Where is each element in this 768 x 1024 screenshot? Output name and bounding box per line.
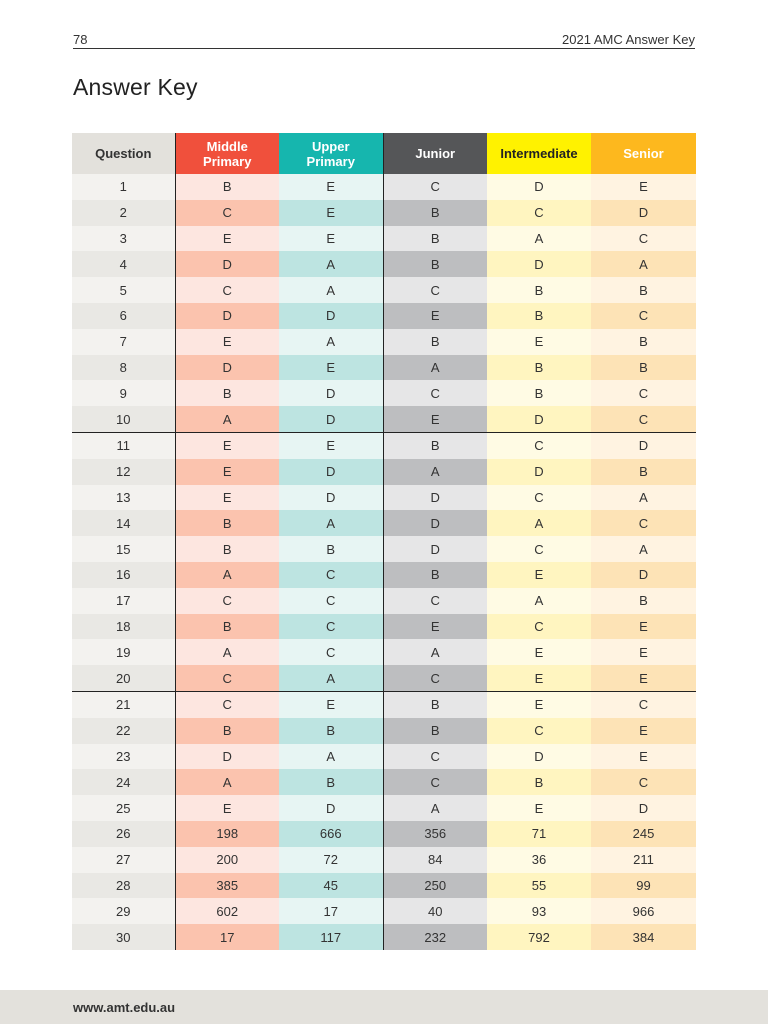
cell-middle-primary: 602 xyxy=(175,898,279,924)
cell-junior: B xyxy=(383,329,487,355)
table-row xyxy=(72,769,696,795)
cell-question: 6 xyxy=(72,303,175,329)
page-number: 78 xyxy=(73,32,88,47)
cell-middle-primary: B xyxy=(175,718,279,744)
cell-middle-primary: A xyxy=(175,406,279,432)
cell-question: 4 xyxy=(72,251,175,277)
cell-junior: E xyxy=(383,406,487,432)
column-header-intermediate: Intermediate xyxy=(487,133,591,174)
table-row xyxy=(72,251,696,277)
cell-junior: B xyxy=(383,691,487,717)
cell-middle-primary: A xyxy=(175,639,279,665)
cell-junior: C xyxy=(383,380,487,406)
cell-intermediate: D xyxy=(487,406,591,432)
cell-senior: A xyxy=(591,485,696,511)
cell-junior: C xyxy=(383,174,487,200)
column-header-junior: Junior xyxy=(383,133,487,174)
cell-middle-primary: B xyxy=(175,614,279,640)
cell-middle-primary: 200 xyxy=(175,847,279,873)
cell-senior: 99 xyxy=(591,873,696,899)
table-row xyxy=(72,459,696,485)
table-row xyxy=(72,744,696,770)
column-header-middle-primary-label: Middle Primary xyxy=(203,138,252,169)
cell-middle-primary: 198 xyxy=(175,821,279,847)
table-row xyxy=(72,873,696,899)
column-header-middle-primary xyxy=(175,133,279,174)
cell-question: 19 xyxy=(72,639,175,665)
cell-junior: D xyxy=(383,485,487,511)
cell-middle-primary: E xyxy=(175,795,279,821)
cell-middle-primary: A xyxy=(175,562,279,588)
cell-senior: A xyxy=(591,536,696,562)
column-header-upper-primary-label: Upper Primary xyxy=(306,138,355,169)
cell-senior: E xyxy=(591,665,696,691)
cell-junior: E xyxy=(383,614,487,640)
cell-senior: C xyxy=(591,226,696,252)
table-row xyxy=(72,691,696,717)
cell-junior: B xyxy=(383,718,487,744)
cell-intermediate: C xyxy=(487,485,591,511)
table-row xyxy=(72,174,696,200)
cell-middle-primary: D xyxy=(175,355,279,381)
cell-middle-primary: A xyxy=(175,769,279,795)
cell-senior: 211 xyxy=(591,847,696,873)
cell-middle-primary: C xyxy=(175,588,279,614)
footer-url: www.amt.edu.au xyxy=(73,1000,176,1015)
cell-senior: A xyxy=(591,251,696,277)
cell-question: 7 xyxy=(72,329,175,355)
page-title: Answer Key xyxy=(73,74,198,100)
cell-intermediate: B xyxy=(487,303,591,329)
cell-senior: E xyxy=(591,718,696,744)
cell-question: 13 xyxy=(72,485,175,511)
cell-middle-primary: B xyxy=(175,174,279,200)
cell-question: 28 xyxy=(72,873,175,899)
cell-senior: 245 xyxy=(591,821,696,847)
cell-middle-primary: E xyxy=(175,226,279,252)
cell-intermediate: 71 xyxy=(487,821,591,847)
cell-upper-primary: 72 xyxy=(279,847,383,873)
column-header-upper-primary xyxy=(279,133,383,174)
cell-intermediate: 93 xyxy=(487,898,591,924)
cell-intermediate: A xyxy=(487,510,591,536)
cell-question: 27 xyxy=(72,847,175,873)
cell-upper-primary: E xyxy=(279,432,383,458)
cell-upper-primary: A xyxy=(279,744,383,770)
cell-middle-primary: D xyxy=(175,251,279,277)
table-row xyxy=(72,380,696,406)
cell-upper-primary: C xyxy=(279,639,383,665)
cell-middle-primary: E xyxy=(175,329,279,355)
cell-question: 12 xyxy=(72,459,175,485)
table-row xyxy=(72,562,696,588)
table-row xyxy=(72,588,696,614)
cell-middle-primary: C xyxy=(175,200,279,226)
cell-intermediate: B xyxy=(487,355,591,381)
table-row xyxy=(72,226,696,252)
cell-question: 10 xyxy=(72,406,175,432)
cell-upper-primary: D xyxy=(279,406,383,432)
cell-upper-primary: A xyxy=(279,329,383,355)
table-header-row xyxy=(72,133,696,174)
table-row xyxy=(72,355,696,381)
cell-junior: C xyxy=(383,769,487,795)
table-row xyxy=(72,406,696,432)
cell-upper-primary: C xyxy=(279,588,383,614)
cell-upper-primary: E xyxy=(279,355,383,381)
cell-question: 2 xyxy=(72,200,175,226)
cell-intermediate: A xyxy=(487,588,591,614)
cell-senior: C xyxy=(591,691,696,717)
cell-junior: A xyxy=(383,355,487,381)
cell-middle-primary: C xyxy=(175,665,279,691)
cell-intermediate: B xyxy=(487,769,591,795)
cell-question: 11 xyxy=(72,432,175,458)
table-row xyxy=(72,821,696,847)
cell-middle-primary: B xyxy=(175,536,279,562)
cell-upper-primary: C xyxy=(279,614,383,640)
cell-upper-primary: E xyxy=(279,200,383,226)
header-rule xyxy=(73,48,695,49)
table-row xyxy=(72,795,696,821)
cell-question: 5 xyxy=(72,277,175,303)
cell-question: 29 xyxy=(72,898,175,924)
table-row xyxy=(72,665,696,691)
cell-intermediate: B xyxy=(487,277,591,303)
cell-senior: B xyxy=(591,277,696,303)
cell-senior: D xyxy=(591,562,696,588)
cell-question: 22 xyxy=(72,718,175,744)
cell-question: 26 xyxy=(72,821,175,847)
cell-middle-primary: E xyxy=(175,459,279,485)
cell-junior: A xyxy=(383,795,487,821)
cell-junior: C xyxy=(383,588,487,614)
cell-senior: B xyxy=(591,329,696,355)
answer-key-table xyxy=(72,133,696,950)
cell-middle-primary: E xyxy=(175,432,279,458)
cell-upper-primary: A xyxy=(279,665,383,691)
column-header-question: Question xyxy=(72,133,175,174)
cell-upper-primary: B xyxy=(279,536,383,562)
table-row xyxy=(72,614,696,640)
cell-question: 17 xyxy=(72,588,175,614)
table-row xyxy=(72,510,696,536)
cell-senior: D xyxy=(591,795,696,821)
cell-intermediate: 55 xyxy=(487,873,591,899)
cell-intermediate: D xyxy=(487,459,591,485)
cell-intermediate: C xyxy=(487,718,591,744)
table-row xyxy=(72,303,696,329)
cell-senior: E xyxy=(591,744,696,770)
cell-senior: C xyxy=(591,406,696,432)
cell-upper-primary: B xyxy=(279,769,383,795)
table-row xyxy=(72,277,696,303)
cell-upper-primary: D xyxy=(279,485,383,511)
cell-intermediate: E xyxy=(487,691,591,717)
cell-intermediate: E xyxy=(487,665,591,691)
cell-junior: C xyxy=(383,665,487,691)
cell-upper-primary: B xyxy=(279,718,383,744)
cell-upper-primary: E xyxy=(279,226,383,252)
cell-middle-primary: C xyxy=(175,277,279,303)
cell-middle-primary: 17 xyxy=(175,924,279,950)
table-row xyxy=(72,200,696,226)
cell-question: 20 xyxy=(72,665,175,691)
cell-question: 16 xyxy=(72,562,175,588)
cell-middle-primary: C xyxy=(175,691,279,717)
cell-upper-primary: A xyxy=(279,251,383,277)
table-row xyxy=(72,924,696,950)
cell-intermediate: E xyxy=(487,329,591,355)
cell-intermediate: C xyxy=(487,536,591,562)
cell-question: 14 xyxy=(72,510,175,536)
cell-question: 18 xyxy=(72,614,175,640)
cell-intermediate: C xyxy=(487,200,591,226)
cell-senior: C xyxy=(591,303,696,329)
table-row xyxy=(72,329,696,355)
cell-middle-primary: E xyxy=(175,485,279,511)
table-row xyxy=(72,432,696,458)
cell-upper-primary: 45 xyxy=(279,873,383,899)
cell-junior: 84 xyxy=(383,847,487,873)
cell-question: 21 xyxy=(72,691,175,717)
cell-senior: E xyxy=(591,639,696,665)
cell-upper-primary: D xyxy=(279,795,383,821)
cell-senior: B xyxy=(591,588,696,614)
cell-middle-primary: 385 xyxy=(175,873,279,899)
cell-junior: B xyxy=(383,251,487,277)
cell-intermediate: 36 xyxy=(487,847,591,873)
cell-intermediate: B xyxy=(487,380,591,406)
cell-senior: C xyxy=(591,510,696,536)
cell-junior: C xyxy=(383,277,487,303)
cell-junior: A xyxy=(383,459,487,485)
cell-upper-primary: 117 xyxy=(279,924,383,950)
cell-junior: 40 xyxy=(383,898,487,924)
cell-senior: D xyxy=(591,200,696,226)
cell-junior: B xyxy=(383,432,487,458)
cell-junior: B xyxy=(383,562,487,588)
cell-senior: B xyxy=(591,355,696,381)
cell-intermediate: D xyxy=(487,174,591,200)
cell-intermediate: E xyxy=(487,795,591,821)
column-header-senior: Senior xyxy=(591,133,696,174)
cell-junior: 250 xyxy=(383,873,487,899)
cell-middle-primary: D xyxy=(175,744,279,770)
cell-question: 8 xyxy=(72,355,175,381)
cell-intermediate: D xyxy=(487,744,591,770)
cell-middle-primary: B xyxy=(175,510,279,536)
cell-middle-primary: D xyxy=(175,303,279,329)
cell-intermediate: E xyxy=(487,562,591,588)
cell-upper-primary: D xyxy=(279,459,383,485)
cell-senior: 384 xyxy=(591,924,696,950)
cell-junior: 356 xyxy=(383,821,487,847)
cell-question: 3 xyxy=(72,226,175,252)
cell-junior: B xyxy=(383,200,487,226)
cell-upper-primary: D xyxy=(279,303,383,329)
cell-senior: C xyxy=(591,380,696,406)
cell-senior: B xyxy=(591,459,696,485)
cell-upper-primary: A xyxy=(279,510,383,536)
table-row xyxy=(72,485,696,511)
cell-question: 9 xyxy=(72,380,175,406)
cell-upper-primary: C xyxy=(279,562,383,588)
cell-upper-primary: E xyxy=(279,691,383,717)
cell-question: 15 xyxy=(72,536,175,562)
cell-junior: D xyxy=(383,510,487,536)
cell-junior: E xyxy=(383,303,487,329)
cell-middle-primary: B xyxy=(175,380,279,406)
cell-senior: E xyxy=(591,174,696,200)
running-title: 2021 AMC Answer Key xyxy=(562,32,695,47)
cell-intermediate: 792 xyxy=(487,924,591,950)
cell-question: 25 xyxy=(72,795,175,821)
cell-intermediate: E xyxy=(487,639,591,665)
cell-question: 30 xyxy=(72,924,175,950)
answer-rows xyxy=(72,174,696,950)
cell-senior: 966 xyxy=(591,898,696,924)
table-row xyxy=(72,847,696,873)
cell-junior: C xyxy=(383,744,487,770)
cell-intermediate: C xyxy=(487,614,591,640)
cell-intermediate: A xyxy=(487,226,591,252)
cell-upper-primary: 666 xyxy=(279,821,383,847)
cell-upper-primary: E xyxy=(279,174,383,200)
cell-junior: A xyxy=(383,639,487,665)
cell-intermediate: C xyxy=(487,432,591,458)
table-row xyxy=(72,898,696,924)
cell-question: 23 xyxy=(72,744,175,770)
cell-upper-primary: 17 xyxy=(279,898,383,924)
table-row xyxy=(72,718,696,744)
cell-junior: D xyxy=(383,536,487,562)
table-row xyxy=(72,639,696,665)
cell-upper-primary: D xyxy=(279,380,383,406)
cell-upper-primary: A xyxy=(279,277,383,303)
cell-senior: D xyxy=(591,432,696,458)
cell-intermediate: D xyxy=(487,251,591,277)
cell-question: 24 xyxy=(72,769,175,795)
cell-junior: B xyxy=(383,226,487,252)
cell-senior: C xyxy=(591,769,696,795)
cell-question: 1 xyxy=(72,174,175,200)
cell-senior: E xyxy=(591,614,696,640)
cell-junior: 232 xyxy=(383,924,487,950)
table-row xyxy=(72,536,696,562)
